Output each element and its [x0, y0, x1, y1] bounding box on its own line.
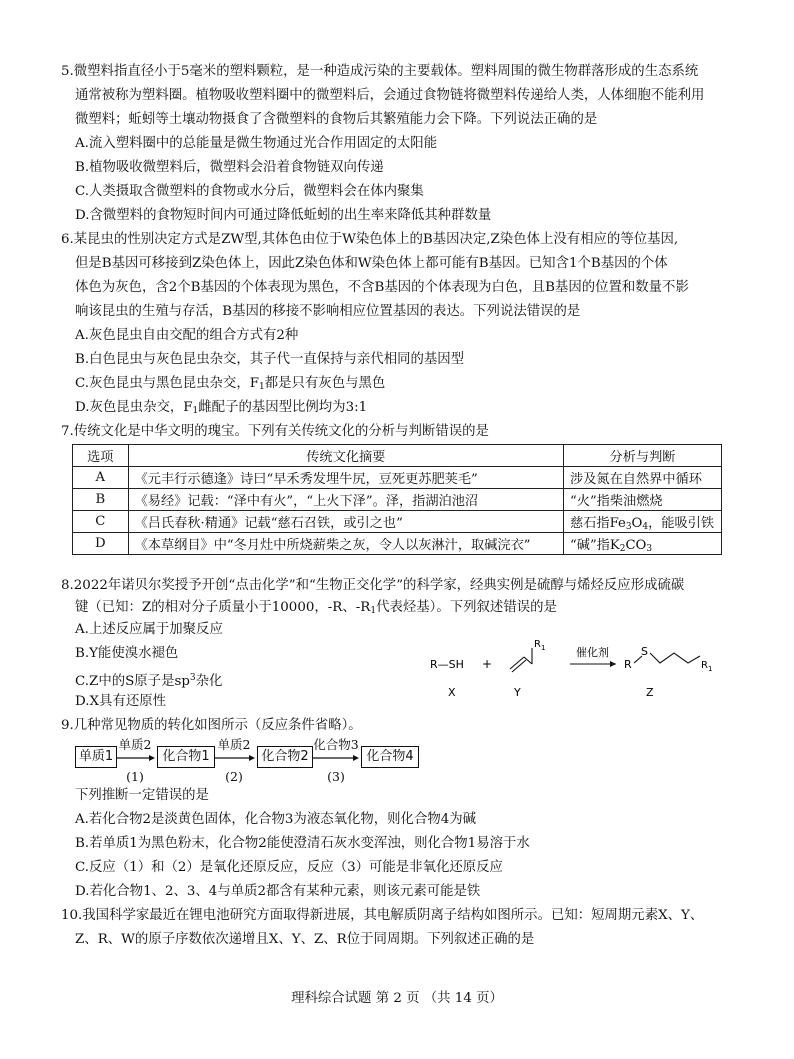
q5-stem-line-3: 微塑料；蚯蚓等土壤动物摄食了含微塑料的食物后其繁殖能力会下降。下列说法正确的是: [75, 112, 598, 127]
z-r1-group: $R_1$: [701, 660, 713, 673]
q6-stem-line-3: 体色为灰色，含2个B基因的个体表现为黑色，不含B基因的个体表现为白色，且B基因的位置和数量不影: [75, 280, 689, 295]
row-summary: 《易经》记载：“泽中有火”，“上火下泽”。泽，指湖泊池沼: [128, 489, 563, 511]
row-analysis: 慈石指$Fe_3O_4$，能吸引铁: [564, 511, 722, 533]
q10-stem-line-2: Z、R、W的原子序数依次递增且X、Y、Z、R位于同周期。下列叙述正确的是: [75, 932, 535, 947]
row-option: B: [73, 489, 129, 511]
q9-prompt: 下列推断一定错误的是: [75, 788, 209, 803]
q9-option-d: D.若化合物1、2、3、4与单质2都含有某种元素，则该元素可能是铁: [75, 884, 481, 899]
z-chain: [650, 653, 700, 663]
arrow-3: [313, 748, 361, 768]
q8-option-c: C.Z中的S原子是$sp^3$杂化: [75, 673, 223, 689]
q7-stem: 7.传统文化是中华文明的瑰宝。下列有关传统文化的分析与判断错误的是: [61, 424, 489, 439]
arrow-1-top: 单质2: [118, 737, 152, 752]
q9-option-a: A.若化合物2是淡黄色固体，化合物3为液态氧化物，则化合物4为碱: [75, 812, 477, 827]
q5-stem-line-1: 5.微塑料指直径小于5毫米的塑料颗粒，是一种造成污染的主要载体。塑料周围的微生物群落形成的生态系统: [61, 64, 699, 79]
q6-option-a: A.灰色昆虫自由交配的组合方式有2种: [75, 328, 299, 343]
culture-table: [72, 444, 722, 555]
catalyst-label: 催化剂: [576, 646, 609, 659]
q8-stem-line-1: 8.2022年诺贝尔奖授予开创“点击化学”和“生物正交化学”的科学家，经典实例是硫醇与烯烃反应形成硫碳: [61, 578, 685, 593]
conversion-flow-diagram: [75, 737, 435, 786]
q6-stem-line-2: 但是B基因可移接到Z染色体上，因此Z染色体和W染色体上都可能有B基因。已知含1个B基因的个体: [75, 256, 668, 271]
q6-option-d: D.灰色昆虫杂交，$F_1$雌配子的基因型比例均为3:1: [75, 400, 368, 416]
row-option: A: [73, 467, 129, 489]
q8-option-b: B.Y能使溴水褪色: [75, 646, 179, 661]
box-compound-4: 化合物4: [361, 746, 419, 768]
q6-stem-line-4: 响该昆虫的生殖与存活，B基因的移接不影响相应位置基因的表达。下列说法错误的是: [75, 304, 581, 319]
arrow-3-bottom: (3): [327, 769, 345, 784]
table-header-row: [73, 445, 722, 467]
q5-option-a: A.流入塑料圈中的总能量是微生物通过光合作用固定的太阳能: [75, 136, 438, 151]
arrow-2-bottom: (2): [225, 769, 243, 784]
arrow-head: [610, 661, 616, 667]
row-option: C: [73, 511, 129, 533]
box-compound-1: 化合物1: [157, 746, 215, 768]
q8-option-a: A.上述反应属于加聚反应: [75, 622, 223, 637]
arrow-1-bottom: (1): [126, 769, 144, 784]
arrow-1: [117, 748, 157, 768]
row-analysis: “碱”指$K_2CO_3$: [564, 533, 722, 555]
table-row: [73, 533, 722, 555]
box-compound-2: 化合物2: [257, 746, 313, 768]
y-substituent: $R_1$: [534, 639, 546, 652]
row-analysis: 涉及氮在自然界中循环: [564, 467, 722, 489]
q6-stem-line-1: 6.某昆虫的性别决定方式是ZW型,其体色由位于W染色体上的B基因决定,Z染色体上没有相应的等位基因,: [61, 232, 679, 247]
thiol-ene-reaction-diagram: [428, 636, 738, 704]
q9-option-c: C.反应（1）和（2）是氧化还原反应，反应（3）可能是非氧化还原反应: [75, 860, 503, 875]
q6-option-c: C.灰色昆虫与黑色昆虫杂交，$F_1$都是只有灰色与黑色: [75, 376, 386, 392]
arrow-2-top: 单质2: [217, 737, 251, 752]
z-r-group: R: [624, 658, 632, 671]
z-sulfur: S: [641, 645, 648, 658]
arrow-3-top: 化合物3: [313, 737, 359, 752]
label-y: Y: [514, 686, 521, 699]
arrow-2: [215, 748, 257, 768]
q5-option-d: D.含微塑料的食物短时间内可通过降低蚯蚓的出生率来降低其种群数量: [75, 208, 492, 223]
table-row: [73, 489, 722, 511]
row-option: D: [73, 533, 129, 555]
row-summary: 《元丰行示德逢》诗曰“早禾秀发埋牛尻，豆死更苏肥荚毛”: [128, 467, 563, 489]
row-summary: 《吕氏春秋·精通》记载“慈石召铁，或引之也”: [128, 511, 563, 533]
row-analysis: “火”指柴油燃烧: [564, 489, 722, 511]
plus-sign: +: [482, 657, 493, 671]
q9-stem: 9.几种常见物质的转化如图所示（反应条件省略）。: [61, 718, 362, 733]
q8-stem-line-2: 键（已知：Z的相对分子质量小于10000，-R、$-R_1$代表烃基）。下列叙述错误的是: [75, 600, 557, 616]
page-footer: 理科综合试题 第 2 页 （共 14 页）: [291, 991, 503, 1006]
header-option: 选项: [73, 445, 129, 467]
q8-option-d: D.X具有还原性: [75, 694, 167, 709]
q5-stem-line-2: 通常被称为塑料圈。植物吸收塑料圈中的微塑料后，会通过食物链将微塑料传递给人类，人体细胞不能利用: [75, 88, 705, 103]
table-row: [73, 467, 722, 489]
label-x: X: [448, 686, 456, 699]
q6-option-b: B.白色昆虫与灰色昆虫杂交，其子代一直保持与亲代相同的基因型: [75, 352, 465, 367]
row-summary: 《本草纲目》中“冬月灶中所烧薪柴之灰，令人以灰淋汁，取碱浣衣”: [128, 533, 563, 555]
header-summary: 传统文化摘要: [128, 445, 563, 467]
reactant-x-formula: R—SH: [430, 658, 464, 671]
q10-stem-line-1: 10.我国科学家最近在锂电池研究方面取得新进展，其电解质阴离子结构如图所示。已知：短周期元素X、Y、: [61, 908, 704, 923]
box-element-1: 单质1: [75, 746, 117, 768]
q5-option-c: C.人类摄取含微塑料的食物或水分后，微塑料会在体内聚集: [75, 184, 424, 199]
header-analysis: 分析与判断: [564, 445, 722, 467]
label-z: Z: [646, 686, 654, 699]
q9-option-b: B.若单质1为黑色粉末，化合物2能使澄清石灰水变浑浊，则化合物1易溶于水: [75, 836, 530, 851]
q5-option-b: B.植物吸收微塑料后，微塑料会沿着食物链双向传递: [75, 160, 384, 175]
table-row: [73, 511, 722, 533]
